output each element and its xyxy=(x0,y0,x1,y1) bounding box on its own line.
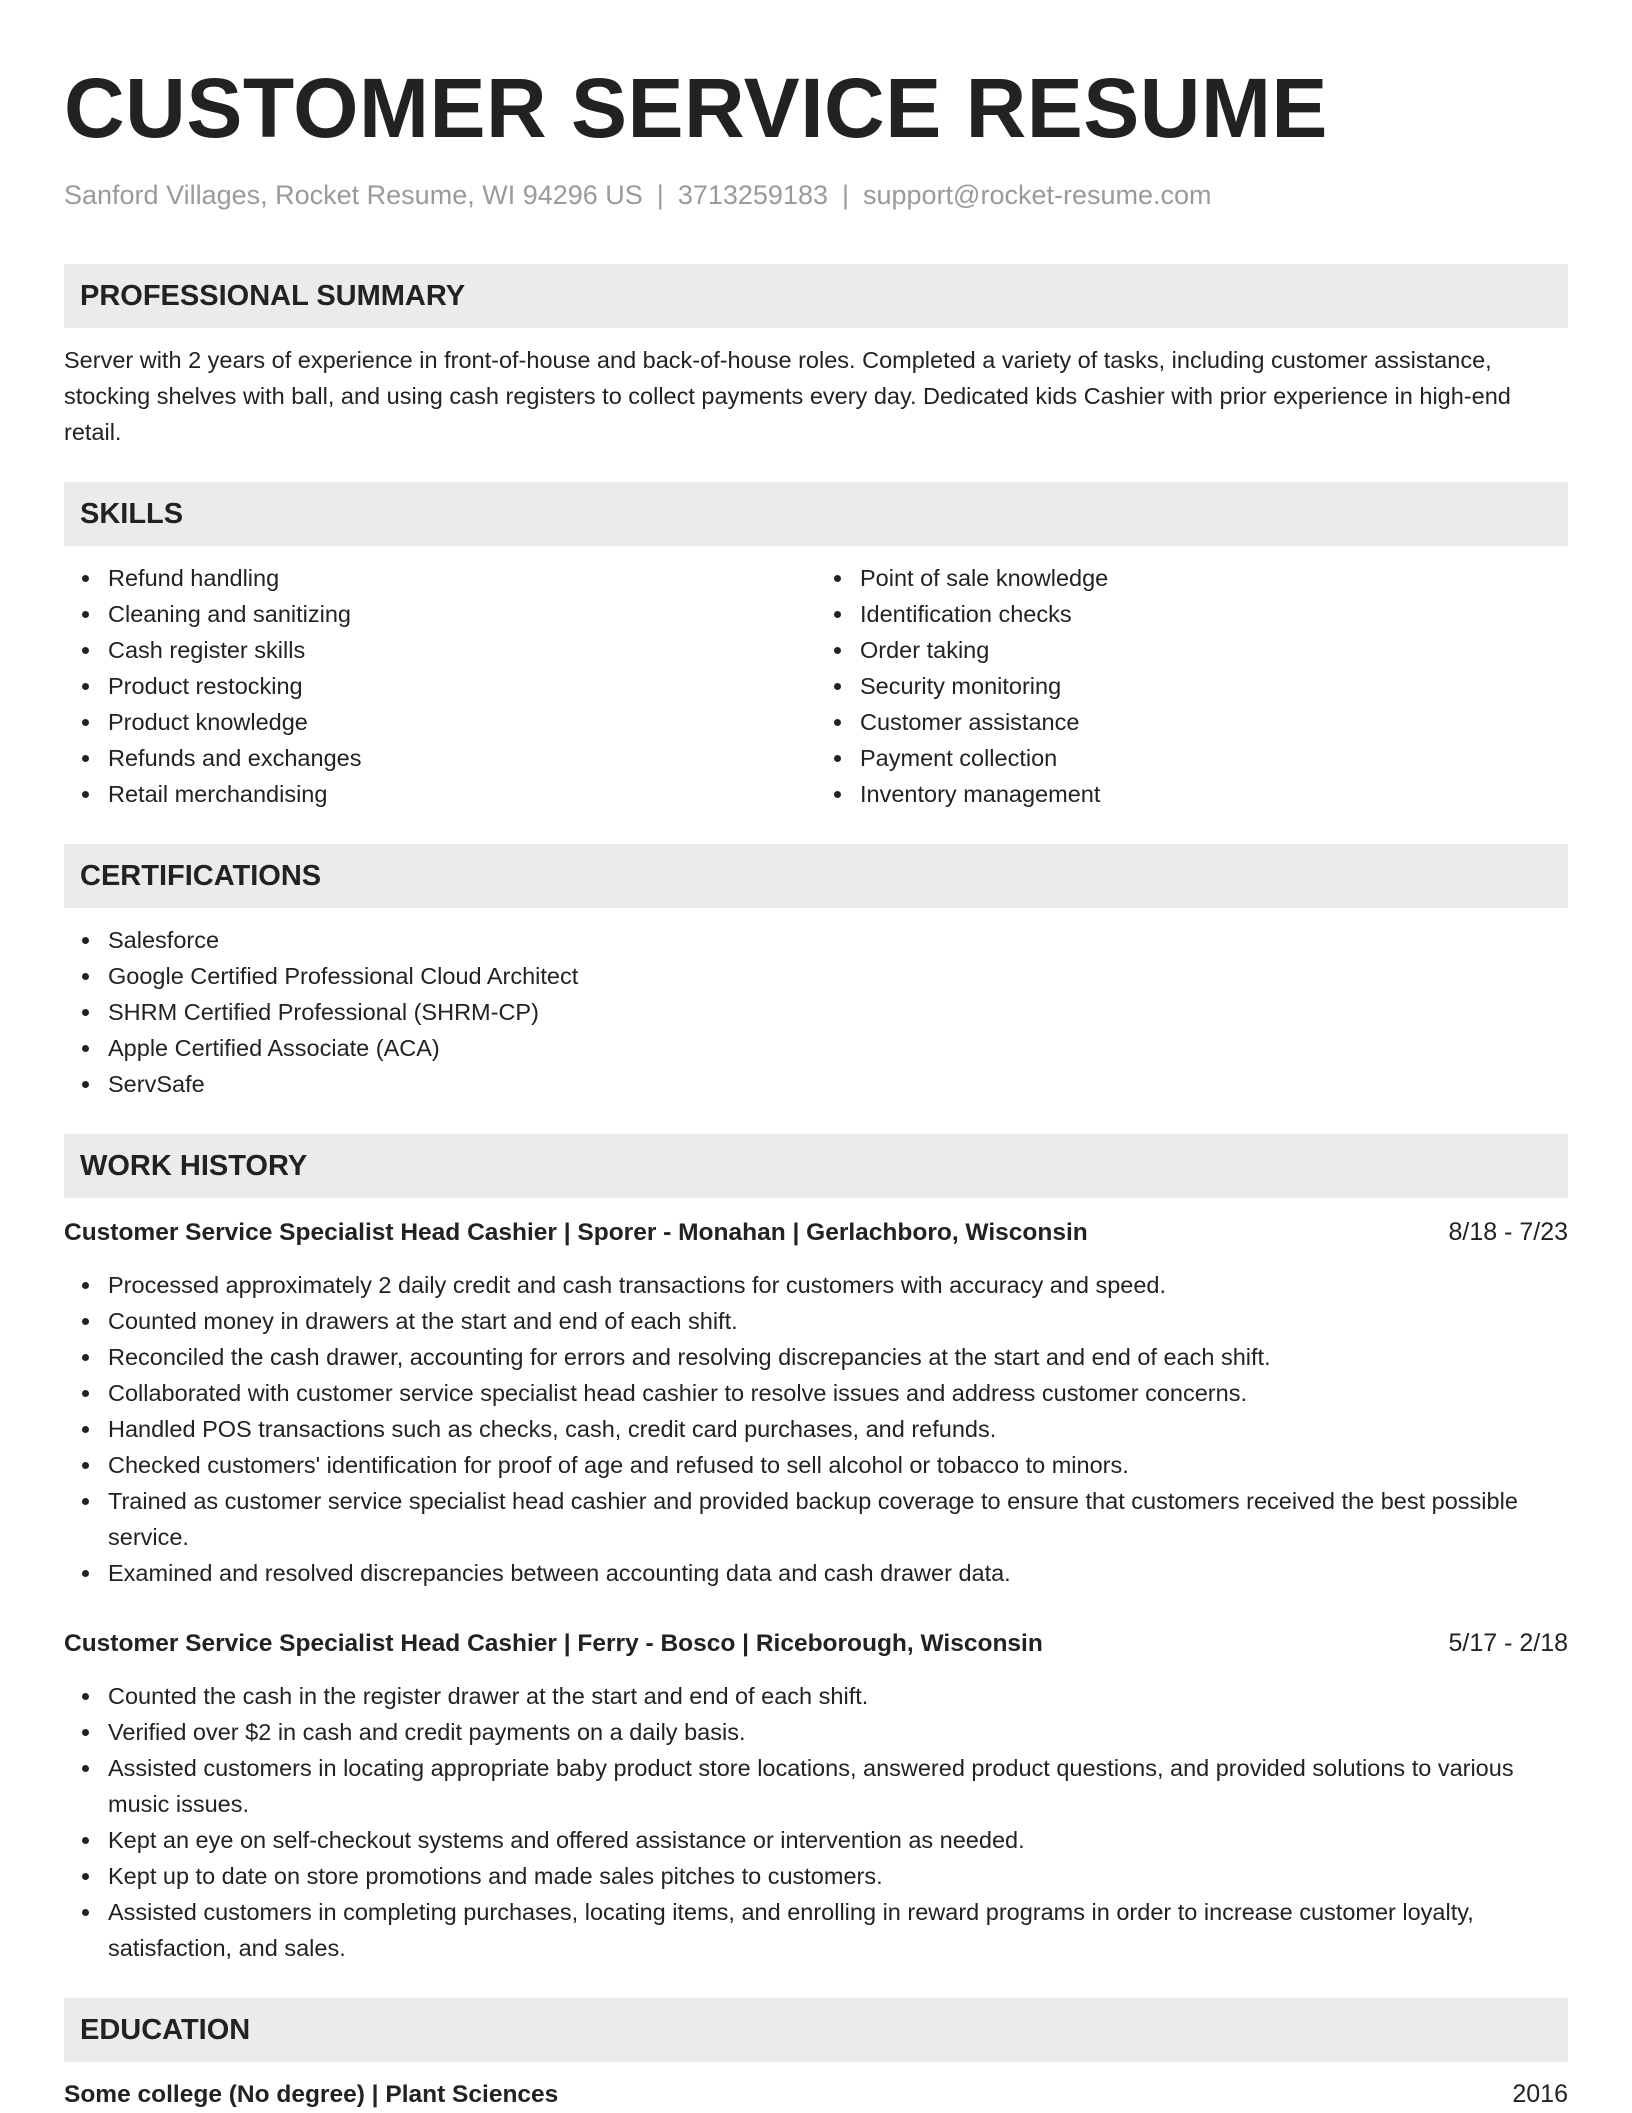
section-header-summary: PROFESSIONAL SUMMARY xyxy=(64,264,1568,328)
education-degree: Some college (No degree) | Plant Sciences xyxy=(64,2081,559,2108)
skill-item: Product knowledge xyxy=(108,704,816,740)
job-bullet: Processed approximately 2 daily credit and cash transactions for customers with accuracy and speed. xyxy=(108,1267,1568,1303)
summary-text: Server with 2 years of experience in front-of-house and back-of-house roles. Completed a variety of tasks, including customer assistance, stocking shelves with ball, and using cash registers to collect payments every day. Dedicated kids Cashier with prior experience in high-end retail. xyxy=(64,347,1511,445)
section-header-work-history: WORK HISTORY xyxy=(64,1134,1568,1198)
job-bullet: Counted the cash in the register drawer at the start and end of each shift. xyxy=(108,1678,1568,1714)
job-bullets xyxy=(64,1267,1568,1591)
contact-separator: | xyxy=(841,180,849,210)
contact-phone: 3713259183 xyxy=(677,180,828,210)
section-header-skills: SKILLS xyxy=(64,482,1568,546)
job-bullet: Reconciled the cash drawer, accounting for errors and resolving discrepancies at the start and end of each shift. xyxy=(108,1339,1568,1375)
job-bullet: Kept an eye on self-checkout systems and offered assistance or intervention as needed. xyxy=(108,1822,1568,1858)
job-dates: 5/17 - 2/18 xyxy=(1448,1629,1568,1657)
job-heading xyxy=(64,1214,1568,1251)
job-dates: 8/18 - 7/23 xyxy=(1448,1218,1568,1246)
contact-email: support@rocket-resume.com xyxy=(863,180,1212,210)
job-bullet: Handled POS transactions such as checks, cash, credit card purchases, and refunds. xyxy=(108,1411,1568,1447)
skill-item: Cash register skills xyxy=(108,632,816,668)
certification-item: SHRM Certified Professional (SHRM-CP) xyxy=(108,994,1568,1030)
job-bullet: Counted money in drawers at the start and end of each shift. xyxy=(108,1303,1568,1339)
job-title: Customer Service Specialist Head Cashier | Sporer - Monahan | Gerlachboro, Wisconsin xyxy=(64,1219,1088,1246)
skill-item: Inventory management xyxy=(860,776,1568,812)
job-heading xyxy=(64,1625,1568,1662)
skill-item: Security monitoring xyxy=(860,668,1568,704)
skill-item: Retail merchandising xyxy=(108,776,816,812)
skill-item: Product restocking xyxy=(108,668,816,704)
skills-column-right xyxy=(816,560,1568,812)
skills-list xyxy=(64,560,1568,812)
skills-column-left xyxy=(64,560,816,812)
contact-line xyxy=(64,180,1568,211)
job-bullet: Verified over $2 in cash and credit payments on a daily basis. xyxy=(108,1714,1568,1750)
certifications-list xyxy=(64,922,1568,1102)
certification-item: ServSafe xyxy=(108,1066,1568,1102)
skill-item: Refunds and exchanges xyxy=(108,740,816,776)
education-entry xyxy=(64,2076,1568,2113)
job-title: Customer Service Specialist Head Cashier | Ferry - Bosco | Riceborough, Wisconsin xyxy=(64,1630,1043,1657)
job-bullets xyxy=(64,1678,1568,1966)
section-header-education: EDUCATION xyxy=(64,1998,1568,2062)
certification-item: Google Certified Professional Cloud Architect xyxy=(108,958,1568,994)
job-bullet: Trained as customer service specialist head cashier and provided backup coverage to ensure that customers received the best possible service. xyxy=(108,1483,1568,1555)
job-bullet: Collaborated with customer service specialist head cashier to resolve issues and address customer concerns. xyxy=(108,1375,1568,1411)
job-bullet: Assisted customers in completing purchases, locating items, and enrolling in reward programs in order to increase customer loyalty, satisfaction, and sales. xyxy=(108,1894,1568,1966)
job-bullet: Kept up to date on store promotions and made sales pitches to customers. xyxy=(108,1858,1568,1894)
skill-item: Point of sale knowledge xyxy=(860,560,1568,596)
resume-title: CUSTOMER SERVICE RESUME xyxy=(64,61,1328,155)
skill-item: Identification checks xyxy=(860,596,1568,632)
job-bullet: Checked customers' identification for proof of age and refused to sell alcohol or tobacco to minors. xyxy=(108,1447,1568,1483)
job-bullet: Examined and resolved discrepancies between accounting data and cash drawer data. xyxy=(108,1555,1568,1591)
skill-item: Payment collection xyxy=(860,740,1568,776)
skill-item: Cleaning and sanitizing xyxy=(108,596,816,632)
skill-item: Order taking xyxy=(860,632,1568,668)
skill-item: Customer assistance xyxy=(860,704,1568,740)
contact-address: Sanford Villages, Rocket Resume, WI 94296 US xyxy=(64,180,643,210)
skill-item: Refund handling xyxy=(108,560,816,596)
section-header-certifications: CERTIFICATIONS xyxy=(64,844,1568,908)
certification-item: Apple Certified Associate (ACA) xyxy=(108,1030,1568,1066)
contact-separator: | xyxy=(656,180,664,210)
education-year: 2016 xyxy=(1512,2080,1568,2108)
job-bullet: Assisted customers in locating appropriate baby product store locations, answered product questions, and provided solutions to various music issues. xyxy=(108,1750,1568,1822)
certification-item: Salesforce xyxy=(108,922,1568,958)
